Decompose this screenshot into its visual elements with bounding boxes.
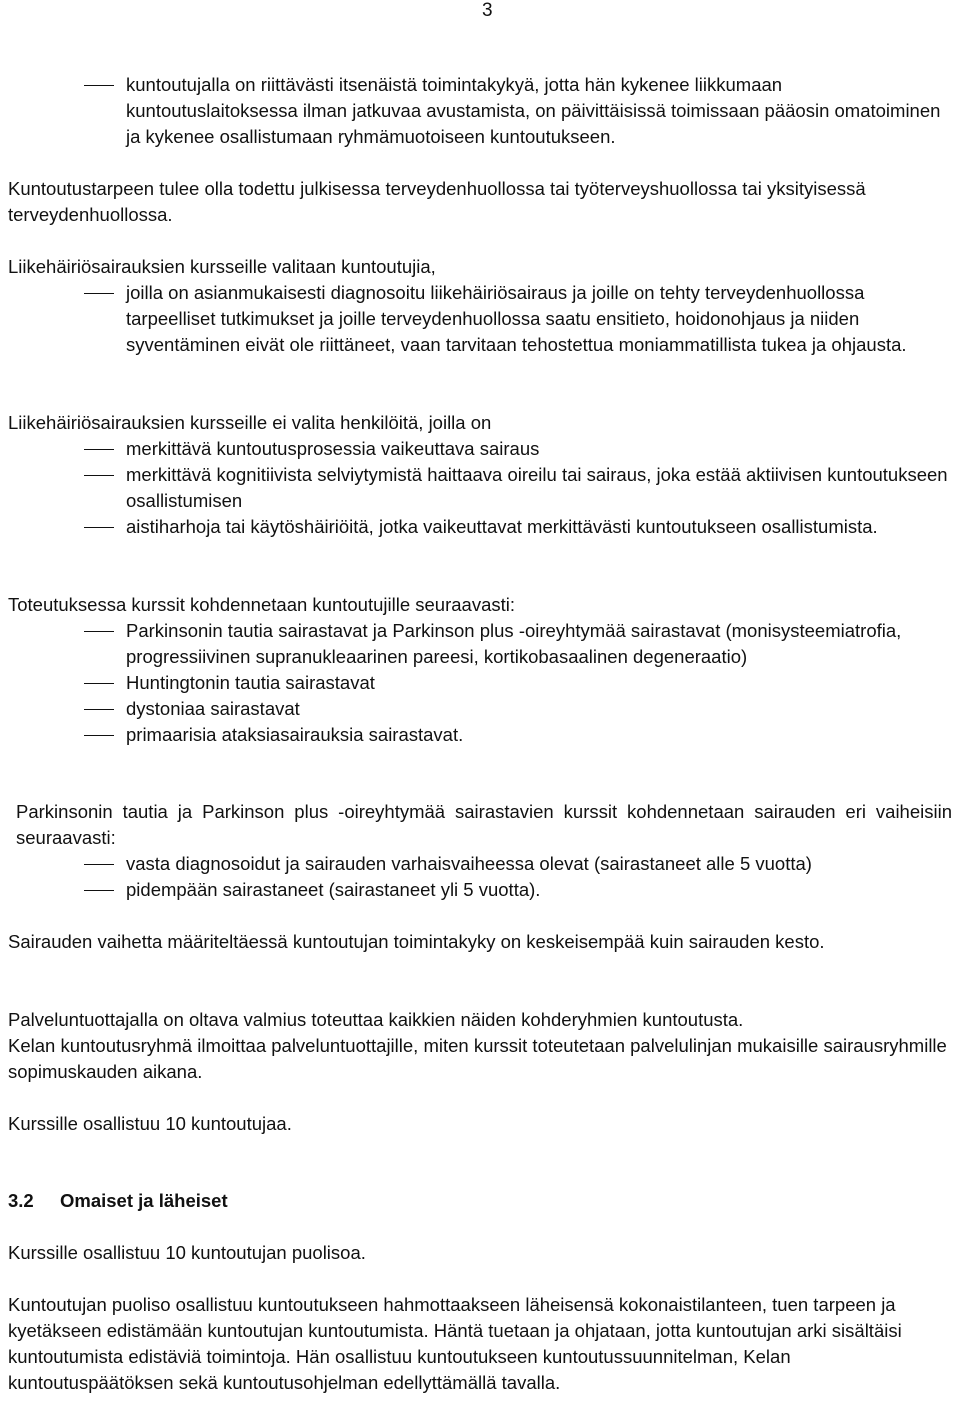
list-item: aistiharhoja tai käytöshäiriöitä, jotka vaikeuttavat merkittävästi kuntoutukseen osallistumista. <box>8 514 952 540</box>
list-item: primaarisia ataksiasairauksia sairastavat. <box>8 722 952 748</box>
dash-bullet-icon <box>84 864 114 865</box>
selection-intro: Liikehäiriösairauksien kursseille valitaan kuntoutujia, <box>8 256 436 277</box>
dash-bullet-icon <box>84 735 114 736</box>
paragraph-vaihe: Sairauden vaihetta määriteltäessä kuntoutujan toimintakyky on keskeisempää kuin sairauden kesto. <box>8 931 825 952</box>
list-item: joilla on asianmukaisesti diagnosoitu liikehäiriösairaus ja joille on tehty terveydenhuollossa tarpeelliset tutkimukset ja joille terveydenhuollossa saatu ensitieto, hoidonohjaus ja niiden syventäminen eivät ole riittäneet, vaan tarvitaan tehostettua moniammatillista tukea ja ohjausta. <box>8 280 952 358</box>
parkinson-phases <box>16 799 952 903</box>
dash-bullet-icon <box>84 449 114 450</box>
page-number: 3 <box>482 0 493 21</box>
dash-bullet-icon <box>84 293 114 294</box>
dash-bullet-icon <box>84 527 114 528</box>
dash-bullet-icon <box>84 709 114 710</box>
section-number: 3.2 <box>8 1190 34 1211</box>
target-groups-intro: Toteutuksessa kurssit kohdennetaan kuntoutujille seuraavasti: <box>8 594 515 615</box>
dash-bullet-icon <box>84 683 114 684</box>
list-item: dystoniaa sairastavat <box>8 696 952 722</box>
paragraph-palveluntuottaja: Palveluntuottajalla on oltava valmius toteuttaa kaikkien näiden kohderyhmien kuntoutusta. Kelan kuntoutusryhmä ilmoittaa palveluntuottajille, miten kurssit toteutetaan palvelulinjan mukaisille sairausryhmille sopimuskauden aikana. <box>8 1009 947 1082</box>
selection-criteria <box>8 254 952 358</box>
list-item: kuntoutujalla on riittävästi itsenäistä toimintakykyä, jotta hän kykenee liikkumaan kuntoutuslaitoksessa ilman jatkuvaa avustamista, on päivittäisissä toimissaan pääosin omatoiminen ja kykenee osallistumaan ryhmämuotoiseen kuntoutukseen. <box>8 72 952 150</box>
list-item: Parkinsonin tautia sairastavat ja Parkinson plus -oireyhtymää sairastavat (monisysteemiatrofia, progressiivinen supranukleaarinen pareesi, kortikobasaalinen degeneraatio) <box>8 618 952 670</box>
dash-bullet-icon <box>84 85 114 86</box>
list-item: merkittävä kognitiivista selviytymistä haittaava oireilu tai sairaus, joka estää aktiivisen kuntoutukseen osallistumisen <box>8 462 952 514</box>
dash-bullet-icon <box>84 890 114 891</box>
paragraph-spouses: Kurssille osallistuu 10 kuntoutujan puolisoa. <box>8 1242 366 1263</box>
list-item: merkittävä kuntoutusprosessia vaikeuttava sairaus <box>8 436 952 462</box>
dash-bullet-icon <box>84 475 114 476</box>
intro-criteria-list <box>8 72 952 150</box>
paragraph-kuntoutustarve: Kuntoutustarpeen tulee olla todettu julkisessa terveydenhuollossa tai työterveyshuollossa tai yksityisessä terveydenhuollossa. <box>8 178 866 225</box>
exclusion-criteria <box>8 410 952 540</box>
list-item: Huntingtonin tautia sairastavat <box>8 670 952 696</box>
paragraph-spouse-role: Kuntoutujan puoliso osallistuu kuntoutukseen hahmottaakseen läheisensä kokonaistilanteen, tuen tarpeen ja kyetäkseen edistämään kuntoutujan kuntoutumista. Häntä tuetaan ja ohjataan, jotta kuntoutujan arki sisältäisi kuntoutumista edistäviä toimintoja. Hän osallistuu kuntoutukseen kuntoutussuunnitelman, Kelan kuntoutuspäätöksen sekä kuntoutusohjelman edellyttämällä tavalla. <box>8 1294 902 1393</box>
list-item: vasta diagnosoidut ja sairauden varhaisvaiheessa olevat (sairastaneet alle 5 vuotta) <box>8 851 952 877</box>
dash-bullet-icon <box>84 631 114 632</box>
parkinson-intro: Parkinsonin tautia ja Parkinson plus -oireyhtymää sairastavien kurssit kohdennetaan sairauden eri vaiheisiin seuraavasti: <box>16 801 952 848</box>
list-item: pidempään sairastaneet (sairastaneet yli 5 vuotta). <box>8 877 952 903</box>
section-title: Omaiset ja läheiset <box>60 1190 228 1211</box>
target-groups <box>8 592 952 748</box>
paragraph-participants: Kurssille osallistuu 10 kuntoutujaa. <box>8 1113 292 1134</box>
section-heading <box>8 1188 952 1214</box>
exclusion-intro: Liikehäiriösairauksien kursseille ei valita henkilöitä, joilla on <box>8 412 492 433</box>
